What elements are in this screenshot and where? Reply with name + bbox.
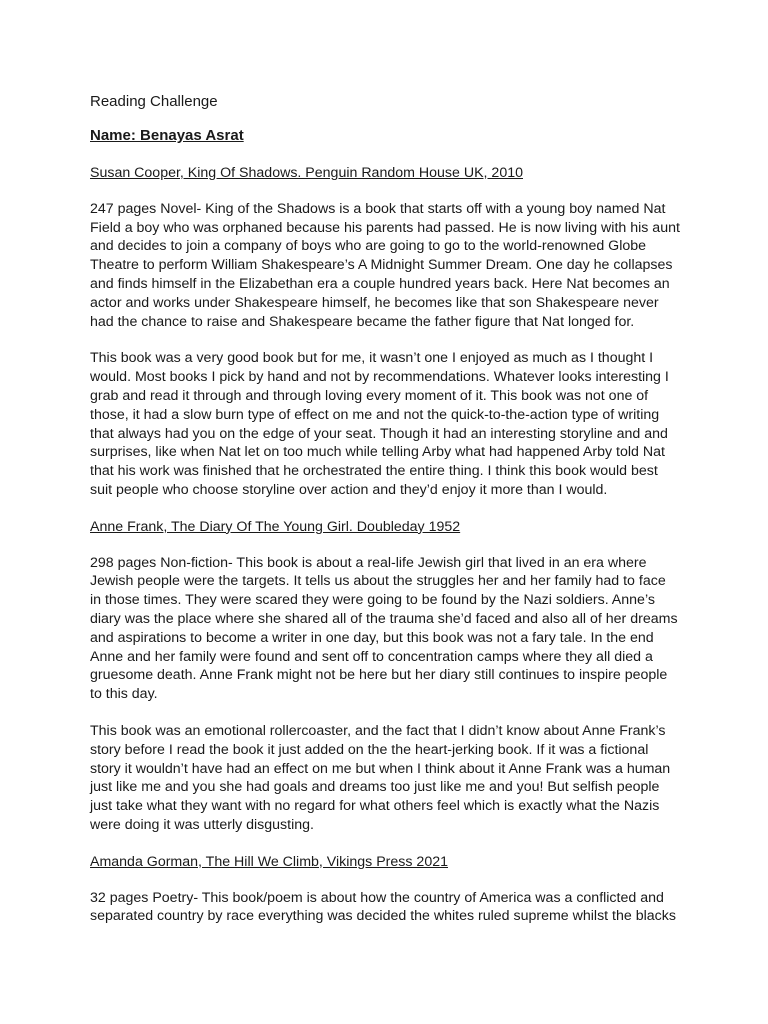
book-citation-heading: Amanda Gorman, The Hill We Climb, Vikings Press 2021: [90, 853, 448, 870]
book-entry-king-of-shadows: [90, 164, 680, 500]
book-entry-hill-we-climb: [90, 853, 680, 926]
book-summary-paragraph: 32 pages Poetry- This book/poem is about how the country of America was a conflicted and separated country by race everything was decided the whites ruled supreme whilst the blacks: [90, 889, 676, 925]
document-page: [90, 92, 680, 944]
book-summary-paragraph: 298 pages Non-fiction- This book is about a real-life Jewish girl that lived in an era where Jewish people were the targets. It tells us about the struggles her and her family had to face in those times. They were scared they were going to be found by the Nazi soldiers. Anne’s diary was the place where she shared all of the trauma she’d faced and also all of her dreams and aspirations to become a writer in one day, but this book was not a fary tale. In the end Anne and her family were found and sent off to concentration camps where they all died a gruesome death. Anne Frank might not be here but her diary still continues to inspire people to this day.: [90, 554, 678, 703]
book-review-paragraph: This book was an emotional rollercoaster, and the fact that I didn’t know about Anne Frank’s story before I read the book it just added on the the heart-jerking book. If it was a fictional story it wouldn’t have had an effect on me but when I think about it Anne Frank was a human just like me and you she had goals and dreams too just like me and you! But selfish people just take what they want with no regard for what others feel which is exactly what the Nazis were doing it was utterly disgusting.: [90, 722, 671, 833]
document-title: Reading Challenge: [90, 93, 218, 110]
book-citation-heading: Anne Frank, The Diary Of The Young Girl. Doubleday 1952: [90, 518, 461, 535]
book-review-paragraph: This book was a very good book but for me, it wasn’t one I enjoyed as much as I thought I would. Most books I pick by hand and not by recommendations. Whatever looks interesting I grab and read it through and through loving every moment of it. This book was not one of those, it had a slow burn type of effect on me and not the quick-to-the-action type of writing that always had you on the edge of your seat. Though it had an interesting storyline and and surprises, like when Nat let on too much while telling Arby what had happened Arby told Nat that his work was finished that he orchestrated the entire thing. I think this book would best suit people who choose storyline over action and they’d enjoy it more than I would.: [90, 350, 669, 498]
book-citation-heading: Susan Cooper, King Of Shadows. Penguin Random House UK, 2010: [90, 165, 523, 181]
student-name: Name: Benayas Asrat: [90, 127, 244, 144]
book-entry-diary-of-young-girl: [90, 518, 680, 835]
book-summary-paragraph: 247 pages Novel- King of the Shadows is a book that starts off with a young boy named Nat Field a boy who was orphaned because his parents had passed. He is now living with his aunt and decides to join a company of boys who are going to go to the world-renowned Globe Theatre to perform William Shakespeare’s A Midnight Summer Dream. One day he collapses and finds himself in the Elizabethan era a couple hundred years back. Here Nat becomes an actor and works under Shakespeare himself, he becomes like that son Shakespeare never had the chance to raise and Shakespeare became the father figure that Nat longed for.: [90, 200, 680, 330]
